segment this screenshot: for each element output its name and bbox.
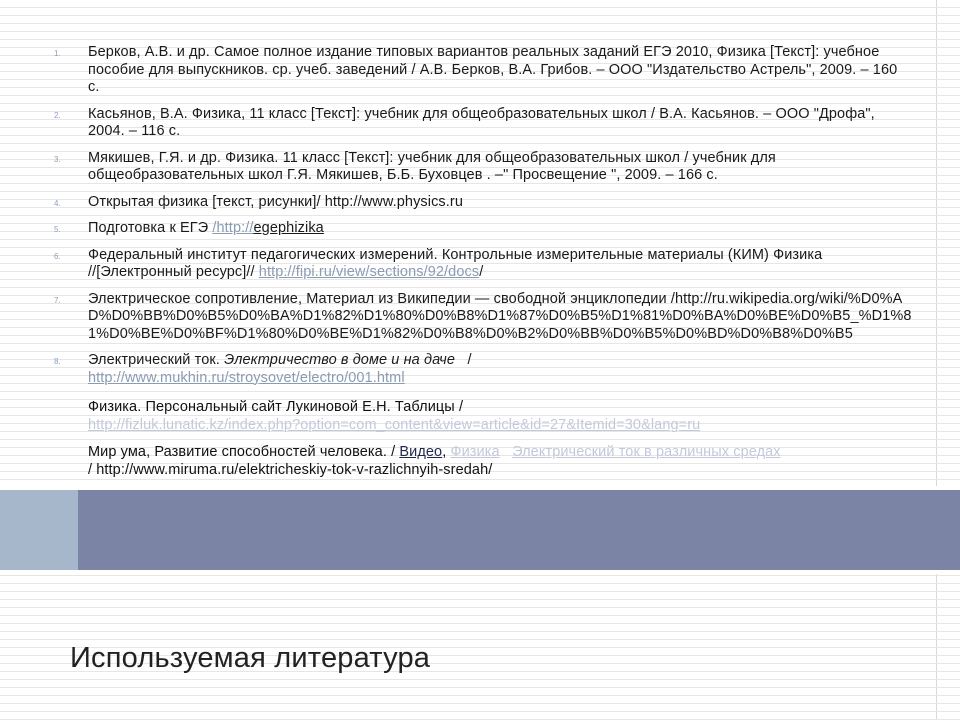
reference-item [52, 44, 912, 97]
reference-link[interactable]: http://www.mukhin.ru/stroysovet/electro/001.html [88, 369, 405, 386]
reference-text: Берков, А.В. и др. Самое полное издание типовых вариантов реальных заданий ЕГЭ 2010, Физика [Текст]: учебное пособие для выпускников. ср. учеб. заведений / А.В. Берков, В.А. Грибов. – ООО "Издательство Астрель", 2009. – 160 с. [88, 44, 898, 95]
reference-text: Касьянов, В.А. Физика, 11 класс [Текст]: учебник для общеобразовательных школ / В.А. Касьянов. – ООО "Дрофа", 2004. – 116 с. [88, 105, 875, 139]
reference-link[interactable]: http://fipi.ru/view/sections/92/docs [258, 264, 480, 280]
accent-band [78, 490, 960, 570]
reference-item [52, 399, 912, 434]
reference-number: 6. [54, 251, 61, 261]
current-link[interactable]: Электрический ток в различных средах [512, 444, 781, 460]
reference-separator: / [455, 352, 476, 368]
reference-number: 1. [54, 49, 61, 58]
reference-link-suffix[interactable]: egephizika [253, 220, 324, 236]
reference-number: 7. [54, 295, 61, 305]
reference-list [52, 44, 912, 488]
reference-number: 4. [54, 198, 61, 208]
reference-text: Физика. Персональный сайт Лукиновой Е.Н. Таблицы / [88, 399, 464, 415]
reference-number: 3. [54, 154, 61, 164]
accent-band-left [0, 490, 78, 570]
band-bottom-gap [0, 570, 960, 574]
reference-tail: / [479, 264, 484, 280]
reference-item [52, 247, 912, 282]
reference-text: Электрический ток. [88, 352, 225, 368]
reference-item [52, 150, 912, 185]
reference-item [52, 291, 912, 344]
reference-link[interactable]: /http:// [212, 220, 254, 236]
reference-number: 2. [54, 110, 61, 120]
video-link[interactable]: Видео [399, 444, 443, 460]
reference-item [52, 194, 912, 212]
reference-text: Электрическое сопротивление, Материал из Википедии — свободной энциклопедии /http://ru.wikipedia.org/wiki/%D0%AD%D0%BB%D0%B5%D0%BA%D1%82%D1%80%D0%B8%D1%87%D0%B5%D1%81%D0%BA%D0%BE%D0%B5_%D1%81%D0%BE%D0%BF%D1%80%D0%BE%D1%82%D0%B8%D0%B2%D0%BB%D0%B5%D0%BD%D0%B8%D0%B5 [88, 290, 912, 342]
reference-item [52, 220, 912, 238]
reference-text: Мир ума, Развитие способностей человека. / [88, 444, 400, 460]
reference-text: Подготовка к ЕГЭ [88, 220, 213, 236]
reference-number: 8. [54, 357, 61, 366]
page-title: Используемая литература [70, 642, 431, 674]
physics-link[interactable]: Физика [450, 444, 500, 460]
reference-text: Открытая физика [текст, рисунки]/ http://www.physics.ru [88, 193, 464, 210]
reference-tail: / http://www.miruma.ru/elektricheskiy-tok-v-razlichnyih-sredah/ [88, 461, 493, 478]
reference-text: Федеральный институт педагогических измерений. Контрольные измерительные материалы (КИМ) Физика //[Электронный ресурс]// [88, 246, 823, 280]
reference-link[interactable]: http://fizluk.lunatic.kz/index.php?option=com_content&view=article&id=27&Itemid=30&lang=ru [88, 416, 701, 433]
reference-item [52, 106, 912, 141]
reference-text: Мякишев, Г.Я. и др. Физика. 11 класс [Текст]: учебник для общеобразовательных школ / учебник для общеобразовательных школ Г.Я. Мякишев, Б.Б. Буховцев . –" Просвещение ", 2009. – 166 с. [88, 149, 776, 183]
reference-italic: Электричество в доме и на даче [224, 352, 456, 368]
link-separator: , [442, 444, 451, 460]
reference-number: 5. [54, 225, 61, 234]
reference-item [52, 352, 912, 387]
reference-item [52, 444, 912, 479]
